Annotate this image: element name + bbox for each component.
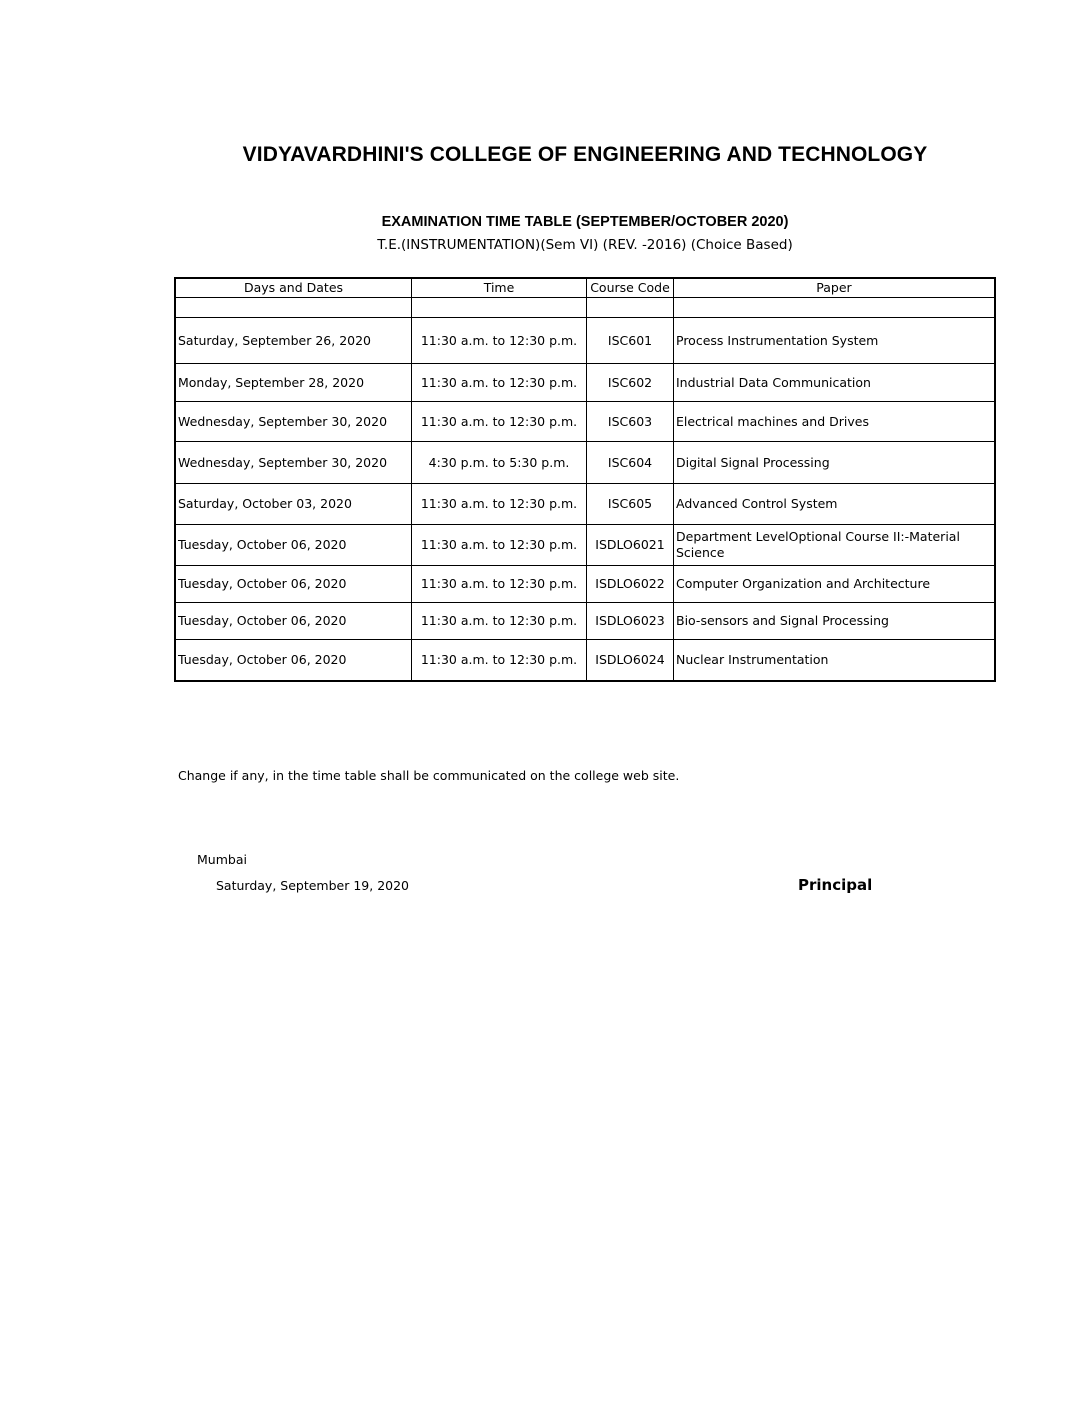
cell-paper: Department LevelOptional Course II:-Material Science xyxy=(674,525,996,566)
cell-time: 11:30 a.m. to 12:30 p.m. xyxy=(412,640,587,681)
cell-date: Wednesday, September 30, 2020 xyxy=(175,402,412,442)
empty-cell xyxy=(175,298,412,318)
cell-course-code: ISDLO6021 xyxy=(587,525,674,566)
table-row xyxy=(175,525,995,566)
cell-course-code: ISC601 xyxy=(587,318,674,364)
table-row xyxy=(175,484,995,525)
cell-date: Wednesday, September 30, 2020 xyxy=(175,442,412,484)
cell-paper: Computer Organization and Architecture xyxy=(674,566,996,603)
table-row xyxy=(175,442,995,484)
table-row xyxy=(175,318,995,364)
cell-course-code: ISDLO6022 xyxy=(587,566,674,603)
timetable xyxy=(174,277,996,682)
cell-date: Saturday, September 26, 2020 xyxy=(175,318,412,364)
cell-time: 11:30 a.m. to 12:30 p.m. xyxy=(412,525,587,566)
cell-course-code: ISC604 xyxy=(587,442,674,484)
cell-course-code: ISDLO6024 xyxy=(587,640,674,681)
cell-date: Tuesday, October 06, 2020 xyxy=(175,566,412,603)
empty-cell xyxy=(587,298,674,318)
cell-date: Saturday, October 03, 2020 xyxy=(175,484,412,525)
table-row xyxy=(175,640,995,681)
change-notice: Change if any, in the time table shall be communicated on the college web site. xyxy=(178,768,680,783)
cell-date: Tuesday, October 06, 2020 xyxy=(175,603,412,640)
empty-cell xyxy=(412,298,587,318)
column-header-time: Time xyxy=(412,278,587,298)
cell-time: 11:30 a.m. to 12:30 p.m. xyxy=(412,318,587,364)
exam-subtitle: T.E.(INSTRUMENTATION)(Sem VI) (REV. -2016) (Choice Based) xyxy=(377,237,793,253)
cell-time: 11:30 a.m. to 12:30 p.m. xyxy=(412,566,587,603)
exam-title: EXAMINATION TIME TABLE (SEPTEMBER/OCTOBER 2020) xyxy=(381,214,789,230)
table-row xyxy=(175,603,995,640)
cell-paper: Advanced Control System xyxy=(674,484,996,525)
cell-time: 11:30 a.m. to 12:30 p.m. xyxy=(412,484,587,525)
college-name: VIDYAVARDHINI'S COLLEGE OF ENGINEERING AND TECHNOLOGY xyxy=(242,143,928,166)
cell-paper: Bio-sensors and Signal Processing xyxy=(674,603,996,640)
table-header-row xyxy=(175,278,995,298)
cell-date: Tuesday, October 06, 2020 xyxy=(175,640,412,681)
cell-time: 11:30 a.m. to 12:30 p.m. xyxy=(412,402,587,442)
cell-date: Monday, September 28, 2020 xyxy=(175,364,412,402)
cell-course-code: ISC602 xyxy=(587,364,674,402)
cell-course-code: ISDLO6023 xyxy=(587,603,674,640)
place: Mumbai xyxy=(197,852,247,867)
cell-paper: Electrical machines and Drives xyxy=(674,402,996,442)
column-header-date: Days and Dates xyxy=(175,278,412,298)
column-header-code: Course Code xyxy=(587,278,674,298)
column-header-paper: Paper xyxy=(674,278,996,298)
cell-course-code: ISC603 xyxy=(587,402,674,442)
empty-cell xyxy=(674,298,996,318)
cell-paper: Industrial Data Communication xyxy=(674,364,996,402)
issue-date: Saturday, September 19, 2020 xyxy=(216,878,410,893)
cell-time: 11:30 a.m. to 12:30 p.m. xyxy=(412,603,587,640)
cell-time: 11:30 a.m. to 12:30 p.m. xyxy=(412,364,587,402)
table-row xyxy=(175,364,995,402)
empty-row xyxy=(175,298,995,318)
cell-paper: Nuclear Instrumentation xyxy=(674,640,996,681)
cell-time: 4:30 p.m. to 5:30 p.m. xyxy=(412,442,587,484)
table-row xyxy=(175,566,995,603)
table-row xyxy=(175,402,995,442)
cell-paper: Process Instrumentation System xyxy=(674,318,996,364)
cell-paper: Digital Signal Processing xyxy=(674,442,996,484)
cell-course-code: ISC605 xyxy=(587,484,674,525)
cell-date: Tuesday, October 06, 2020 xyxy=(175,525,412,566)
signatory: Principal xyxy=(798,876,873,894)
